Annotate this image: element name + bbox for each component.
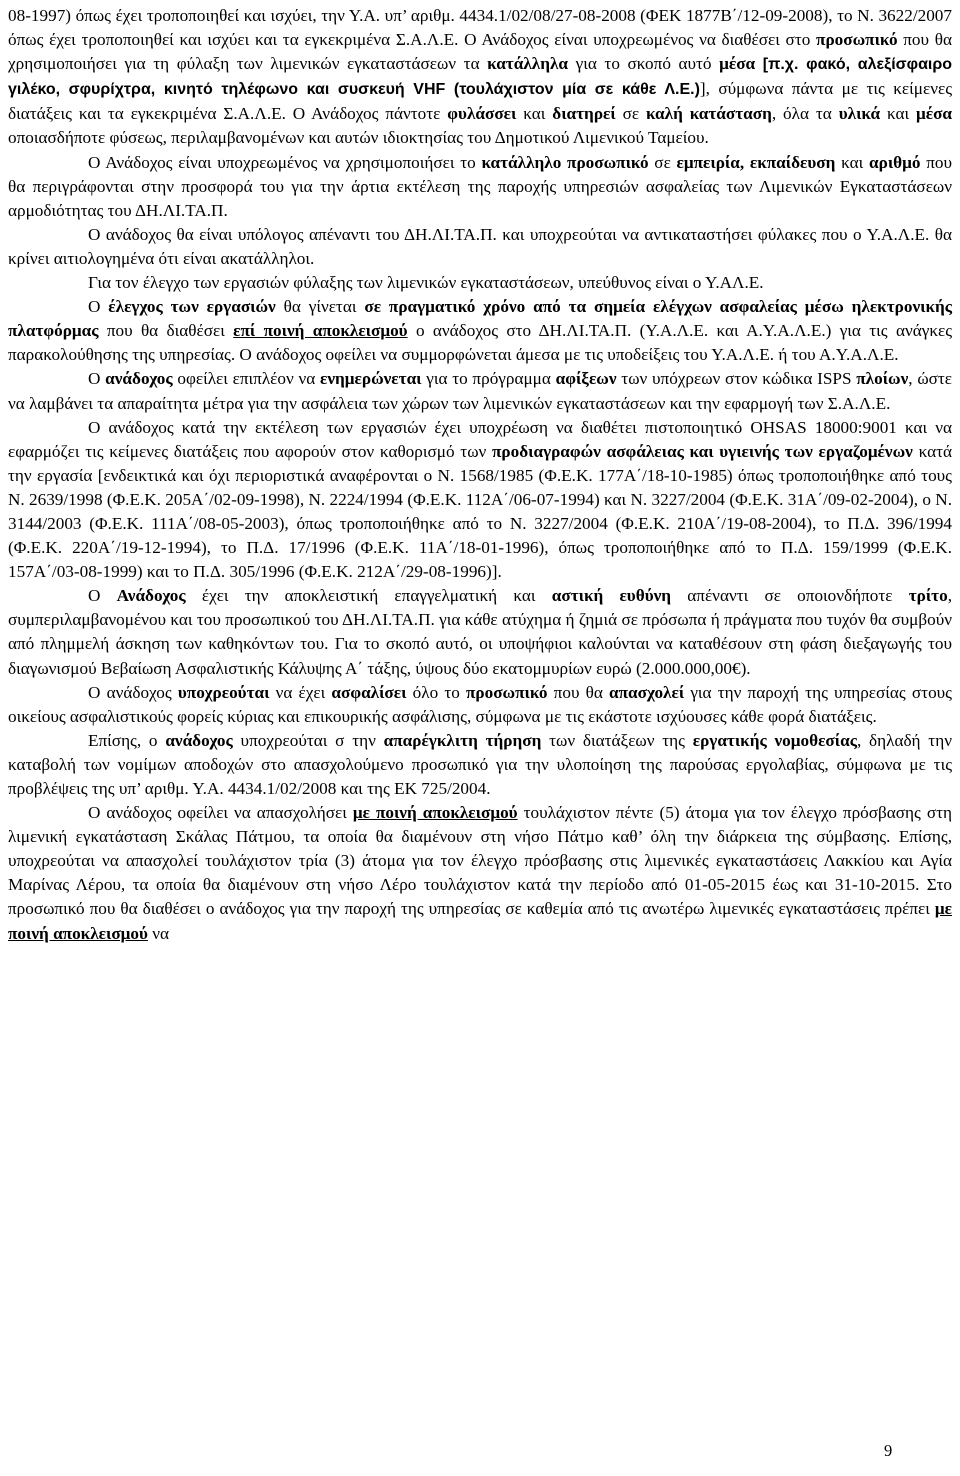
text-run: που θα διαθέσει — [98, 321, 234, 341]
text-run: Ο — [88, 297, 109, 317]
penalty-clause: με ποινή αποκλεισμού — [352, 803, 518, 823]
text-run: , συμπεριλαμβανομένου και του προσωπικού του ΔΗ.ΛΙ.ΤΑ.Π. για κάθε ατύχημα ή ζημιά σε πρόσωπα ή πράγματα που τυχόν θα συμβούν από πλημμελή άσκηση των καθηκόντων του. Για το σκοπό αυτό, οι υποψήφιοι καλούνται να καταθέσουν στη φάση διεξαγωγής του διαγωνισμού Βεβαίωση Ασφαλιστικής Κάλυψης Α΄ τάξης, ύψους δύο εκατομμυρίων ευρώ (2.000.000,00€). — [8, 586, 952, 678]
text-run: Επίσης, ο — [88, 730, 166, 750]
emphasis: ανάδοχος — [165, 730, 233, 750]
text-run: Ο ανάδοχος οφείλει να απασχολήσει — [88, 803, 353, 823]
emphasis: τρίτο — [908, 586, 948, 606]
text-run: και — [880, 104, 916, 124]
paragraph-staffing-minimum — [8, 801, 952, 946]
text-run: για το πρόγραμμα — [421, 369, 556, 389]
paragraph-supervisor: Για τον έλεγχο των εργασιών φύλαξης των λιμενικών εγκαταστάσεων, υπεύθυνος είναι ο Υ.ΑΛ.Ε. — [88, 273, 764, 293]
emphasis: ανάδοχος — [105, 369, 173, 389]
text-run: , όλα τα — [771, 104, 839, 124]
emphasis: πλοίων — [856, 369, 909, 389]
emphasis: προσωπικό — [816, 30, 898, 50]
emphasis: διατηρεί — [552, 104, 616, 124]
emphasis: υποχρεούται — [177, 682, 270, 702]
text-run: που θα χρησιμοποιήσει για τη φύλαξη των λιμενικών εγκαταστάσεων τα — [8, 30, 952, 74]
emphasis: φυλάσσει — [447, 104, 517, 124]
emphasis: προσωπικό — [466, 682, 548, 702]
emphasis: ασφαλίσει — [331, 682, 407, 702]
emphasis: απασχολεί — [609, 682, 685, 702]
page-number: 9 — [884, 1441, 893, 1460]
emphasis: σε πραγματικό χρόνο από τα σημεία ελέγχων ασφαλείας μέσω ηλεκτρονικής πλατφόρμας — [8, 297, 953, 341]
emphasis: μέσα — [915, 104, 953, 124]
emphasis: εργατικής νομοθεσίας — [692, 730, 857, 750]
paragraph-insurance — [8, 681, 952, 729]
text-run: , ώστε να λαμβάνει τα απαραίτητα μέτρα για την ασφάλεια των χώρων των λιμενικών εγκαταστάσεων και την εφαρμογή των Σ.Α.Λ.Ε. — [8, 369, 953, 413]
paragraph-liability — [8, 584, 952, 680]
text-run: των διατάξεων της — [541, 730, 693, 750]
text-run: οποιασδήποτε φύσεως, περιλαμβανομένων και αυτών ιδιοκτησίας του Δημοτικού Λιμενικού Ταμείου. — [8, 128, 709, 148]
text-run: Ο — [88, 369, 106, 389]
text-run: Ο ανάδοχος — [88, 682, 178, 702]
paragraph-arrivals — [8, 367, 952, 415]
penalty-clause: με ποινή αποκλεισμού — [8, 899, 952, 943]
text-run: απέναντι σε οποιονδήποτε — [671, 586, 909, 606]
text-run: έχει την αποκλειστική επαγγελματική και — [185, 586, 552, 606]
text-run: για το σκοπό αυτό — [568, 54, 720, 74]
text-run: θα γίνεται — [275, 297, 365, 317]
text-run: οφείλει επιπλέον να — [172, 369, 320, 389]
emphasis: κατάλληλο προσωπικό — [481, 152, 649, 172]
emphasis: αστική ευθύνη — [551, 586, 672, 606]
text-run: που θα — [547, 682, 610, 702]
text-run: και — [516, 104, 553, 124]
emphasis: προδιαγραφών ασφάλειας και υγιεινής των εργαζομένων — [492, 441, 913, 461]
emphasis: μέσα — [719, 54, 756, 74]
text-run: των υπόχρεων στον κώδικα ISPS — [616, 369, 857, 389]
text-run: που θα περιγράφονται στην προσφορά του για την άρτια εκτέλεση της παροχής υπηρεσιών ασφαλείας των Λιμενικών Εγκαταστάσεων αρμοδιότητας του ΔΗ.ΛΙ.ΤΑ.Π. — [8, 152, 953, 220]
paragraph-continuation — [8, 4, 952, 151]
emphasis: αριθμό — [869, 152, 921, 172]
emphasis: εμπειρία, εκπαίδευση — [676, 152, 836, 172]
emphasis: ενημερώνεται — [320, 369, 422, 389]
text-run: Ο — [88, 586, 117, 606]
text-run: για την παροχή της υπηρεσίας στους οικείους ασφαλιστικούς φορείς κύριας και επικουρικής ασφάλισης, σύμφωνα με τις εκάστοτε ισχύουσες κάθε φορά διατάξεις. — [8, 682, 952, 726]
text-run: ], σύμφωνα πάντα με τις κείμενες διατάξεις και τα εγκεκριμένα Σ.Α.Λ.Ε. Ο Ανάδοχος πάντοτε — [8, 79, 952, 124]
text-run: Ο ανάδοχος κατά την εκτέλεση των εργασιών έχει υποχρέωση να διαθέτει πιστοποιητικό OHSAS 18000:9001 και να εφαρμόζει τις κείμενες διατάξεις που αφορούν στον καθορισμό των — [8, 417, 952, 461]
text-run: υποχρεούται σ την — [232, 730, 384, 750]
paragraph-accountability: Ο ανάδοχος θα είναι υπόλογος απέναντι του ΔΗ.ΛΙ.ΤΑ.Π. και υποχρεούται να αντικαταστήσει φύλακες που ο Υ.Α.Λ.Ε. θα κρίνει αιτιολογημένα ότι είναι ακατάλληλοι. — [8, 224, 952, 268]
paragraph-certification — [8, 416, 952, 585]
text-run: κατά την εργασία [ενδεικτικά και όχι περιοριστικά αναφέρονται ο Ν. 1568/1985 (Φ.Ε.Κ. 177Α΄/18-10-1985) όπως τροποποιήθηκε από τους Ν. 2639/1998 (Φ.Ε.Κ. 205Α΄/02-09-1998), Ν. 2224/1994 (Φ.Ε.Κ. 112Α΄/06-07-1994) και Ν. 3227/2004 (Φ.Ε.Κ. 31Α΄/09-02-2004), ο Ν. 3144/2003 (Φ.Ε.Κ. 111Α΄/08-05-2003), όπως τροποποιήθηκε από το Ν. 3227/2004 (Φ.Ε.Κ. 210Α΄/19-08-2004), το Π.Δ. 396/1994 (Φ.Ε.Κ. 220Α΄/19-12-1994), το Π.Δ. 17/1996 (Φ.Ε.Κ. 11Α΄/18-01-1996), όπως τροποποιήθηκε από το Π.Δ. 159/1999 (Φ.Ε.Κ. 157Α΄/03-08-1999) και το Π.Δ. 305/1996 (Φ.Ε.Κ. 212Α΄/29-08-1996)]. — [8, 441, 952, 582]
text-run: τουλάχιστον πέντε (5) άτομα για τον έλεγχο πρόσβασης στη λιμενική εγκατάσταση Σκάλας Πάτμου, τα οποία θα διαμένουν στη νήσο Πάτμο καθ’ όλη την διάρκεια της σύμβασης. Επίσης, υποχρεούται να απασχολεί τουλάχιστον τρία (3) άτομα για τον έλεγχο πρόσβασης στις λιμενικές εγκαταστάσεις Λακκίου και Αγία Μαρίνας Λέρου, τα οποία θα διαμένουν στη νήσο Λέρο τουλάχιστον κατά την περίοδο από 01-05-2015 έως και 31-10-2015. Στο προσωπικό που θα διαθέσει ο ανάδοχος για την παροχή της υπηρεσίας σε καθεμία από τις ανωτέρω λιμενικές εγκαταστάσεις πρέπει — [8, 803, 952, 919]
text-run: να — [147, 923, 170, 943]
emphasis: απαρέγκλιτη τήρηση — [383, 730, 542, 750]
emphasis: έλεγχος των εργασιών — [108, 297, 276, 317]
emphasis: κατάλληλα — [487, 54, 569, 74]
paragraph-staff — [8, 151, 952, 223]
text-run: ο ανάδοχος στο ΔΗ.ΛΙ.ΤΑ.Π. (Υ.Α.Λ.Ε. και Α.Υ.Α.Λ.Ε.) για τις ανάγκες παρακολούθησης της υπηρεσίας. Ο ανάδοχος οφείλει να συμμορφώνεται άμεσα με τις υποδείξεις του Υ.Α.Λ.Ε. ή του Α.Υ.Α.Λ.Ε. — [8, 321, 952, 365]
emphasis: Ανάδοχος — [116, 586, 186, 606]
penalty-clause: επί ποινή αποκλεισμού — [233, 321, 408, 341]
text-run: όλο το — [406, 682, 466, 702]
equipment-list: [π.χ. φακό, αλεξίσφαιρο γιλέκο, σφυρίχτρα, κινητό τηλέφωνο και συσκευή VHF (τουλάχιστον μία σε κάθε Λ.Ε.) — [8, 56, 953, 99]
emphasis: αφίξεων — [555, 369, 617, 389]
paragraph-labour-law — [8, 729, 952, 801]
emphasis: υλικά — [838, 104, 881, 124]
text-run: να έχει — [269, 682, 332, 702]
text-run: και — [835, 152, 870, 172]
text-run: σε — [615, 104, 646, 124]
text-run: σε — [648, 152, 677, 172]
text-run: Ο Ανάδοχος είναι υποχρεωμένος να χρησιμοποιήσει το — [88, 152, 482, 172]
paragraph-control — [8, 295, 952, 367]
text-run: , δηλαδή την καταβολή των νομίμων αποδοχών στο απασχολούμενο προσωπικό για την υλοποίηση της παρούσας εργολαβίας, σύμφωνα με τις προβλέψεις της υπ’ αριθμ. Υ.Α. 4434.1/02/2008 και της ΕΚ 725/2004. — [8, 730, 952, 798]
text-run — [755, 54, 763, 73]
emphasis: καλή κατάσταση — [645, 104, 772, 124]
text-run: 08-1997) όπως έχει τροποποιηθεί και ισχύει, την Υ.Α. υπ’ αριθμ. 4434.1/02/08/27-08-2008 (ΦΕΚ 1877Β΄/12-09-2008), το Ν. 3622/2007 όπως έχει τροποποιηθεί και ισχύει και τα εγκεκριμένα Σ.Α.Λ.Ε. Ο Ανάδοχος είναι υποχρεωμένος να διαθέσει στο — [8, 6, 952, 50]
